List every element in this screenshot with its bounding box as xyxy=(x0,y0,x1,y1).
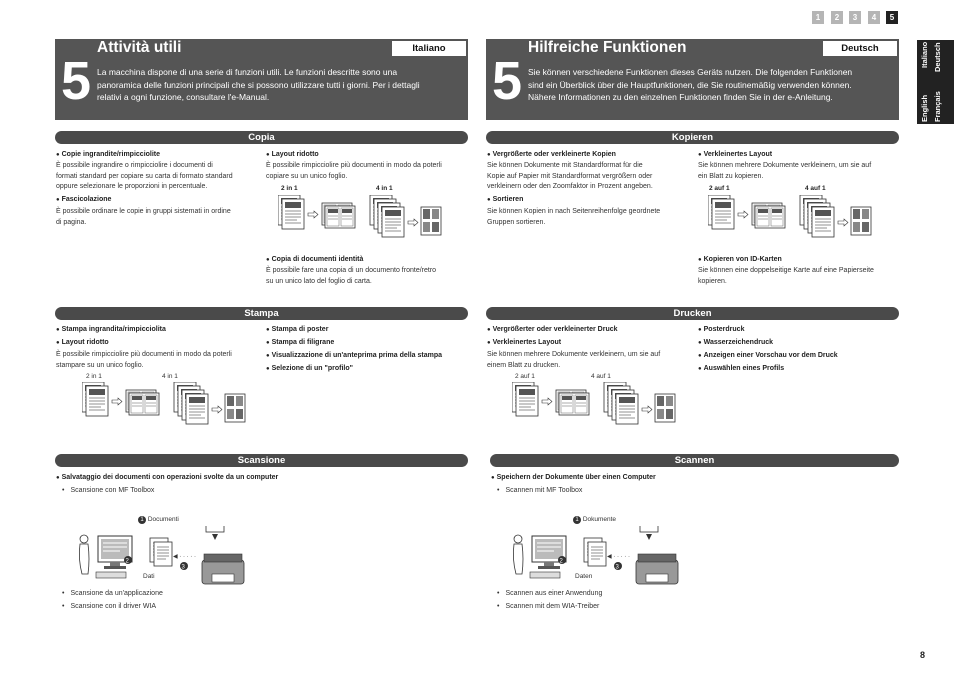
step-1-icon: 1 xyxy=(573,516,581,524)
de-print-label-4in1: 4 auf 1 xyxy=(591,373,611,380)
italian-scan-bar: Scansione xyxy=(55,454,468,467)
it-copy-text-1: È possibile ingrandire o rimpicciolire i documenti di formati standard per copiare su carta di formato standard oppure selezionare le proporzioni in percentuale. xyxy=(56,162,233,190)
it-scan-bullet-3: • Scansione con il driver WIA xyxy=(62,603,156,610)
lang-italiano[interactable]: Italiano xyxy=(920,42,929,69)
it-copy-item-3: ● Layout ridotto xyxy=(266,151,319,158)
de-print-item-5: ● Anzeigen einer Vorschau vor dem Druck xyxy=(698,352,838,359)
it-scan-item-1: ● Salvataggio dei documenti con operazioni svolte da un computer xyxy=(56,474,278,481)
it-copy-label-4in1: 4 in 1 xyxy=(376,185,393,192)
italian-print-bar: Stampa xyxy=(55,307,468,320)
de-print-item-2: ● Verkleinertes Layout xyxy=(487,339,561,346)
page-tab-3[interactable]: 3 xyxy=(849,11,861,24)
page-tab-1[interactable]: 1 xyxy=(812,11,824,24)
page-number: 8 xyxy=(920,650,926,660)
it-scan-step-1: 1 Documenti xyxy=(138,516,179,524)
it-scan-bullet-1: • Scansione con MF Toolbox xyxy=(62,487,154,494)
de-scan-bullet-1: • Scannen mit MF Toolbox xyxy=(497,487,582,494)
italian-intro: La macchina dispone di una serie di funzioni utili. Le funzioni descritte sono una panoramica delle funzioni principali che si possono utilizzare tutti i giorni. Per i dettagli relativi a ogni funzione, consultare l'e-Manual. xyxy=(97,67,420,102)
it-print-item-5: ● Visualizzazione di un'anteprima prima della stampa xyxy=(266,352,442,359)
de-copy-text-4: Sie können eine doppelseitige Karte auf eine Papierseite kopieren. xyxy=(698,267,874,285)
page-tab-5[interactable]: 5 xyxy=(886,11,898,24)
it-copy-item-2: ● Fascicolazione xyxy=(56,196,111,203)
lang-deutsch[interactable]: Deutsch xyxy=(933,42,942,72)
de-scan-bullet-3: • Scannen mit dem WIA-Treiber xyxy=(497,603,599,610)
page-tab-4[interactable]: 4 xyxy=(868,11,880,24)
it-copy-text-2: È possibile ordinare le copie in gruppi sistemati in ordine di pagina. xyxy=(56,208,231,226)
german-title: Hilfreiche Funktionen xyxy=(528,39,687,56)
it-copy-item-1: ● Copie ingrandite/rimpicciolite xyxy=(56,151,160,158)
de-print-item-1: ● Vergrößerter oder verkleinerter Druck xyxy=(487,326,618,333)
de-print-item-3: ● Posterdruck xyxy=(698,326,744,333)
it-copy-layout-figure xyxy=(278,195,448,245)
german-copy-bar: Kopieren xyxy=(486,131,899,144)
italian-copy-bar: Copia xyxy=(55,131,468,144)
it-print-item-3: ● Stampa di poster xyxy=(266,326,328,333)
de-scan-bullet-2: • Scannen aus einer Anwendung xyxy=(497,590,602,597)
de-scan-data-label: Daten xyxy=(575,573,593,580)
it-scan-data-label: Dati xyxy=(143,573,155,580)
it-print-item-2: ● Layout ridotto xyxy=(56,339,109,346)
page-tab-2[interactable]: 2 xyxy=(831,11,843,24)
it-scan-figure xyxy=(76,526,256,586)
german-banner xyxy=(486,39,899,120)
de-copy-text-3: Sie können mehrere Dokumente verkleinern, um sie auf ein Blatt zu kopieren. xyxy=(698,162,872,180)
de-print-item-6: ● Auswählen eines Profils xyxy=(698,365,784,372)
it-copy-label-2in1: 2 in 1 xyxy=(281,185,298,192)
it-print-text-2: È possibile rimpicciolire più documenti in modo da poterli stampare su un unico foglio. xyxy=(56,351,232,369)
german-scan-bar: Scannen xyxy=(490,454,899,467)
it-print-label-2in1: 2 in 1 xyxy=(86,373,102,380)
de-scan-item-1: ● Speichern der Dokumente über einen Computer xyxy=(491,474,656,481)
it-print-item-1: ● Stampa ingrandita/rimpicciolita xyxy=(56,326,166,333)
de-copy-label-4in1: 4 auf 1 xyxy=(805,185,826,192)
italian-title: Attività utili xyxy=(97,39,182,56)
de-copy-item-3: ● Verkleinertes Layout xyxy=(698,151,772,158)
it-scan-bullet-2: • Scansione da un'applicazione xyxy=(62,590,163,597)
it-print-layout-figure xyxy=(82,382,252,432)
de-copy-text-1: Sie können Dokumente mit Standardformat für die Kopie auf Papier mit Standardformat vergrößern oder verkleinern oder den Zoomfaktor in Prozent angeben. xyxy=(487,162,653,190)
de-copy-layout-figure xyxy=(708,195,878,245)
language-col-2 xyxy=(933,42,947,122)
de-print-text-2: Sie können mehrere Dokumente verkleinern, um sie auf einem Blatt zu drucken. xyxy=(487,351,661,369)
lang-english[interactable]: English xyxy=(920,94,929,122)
it-copy-text-4: È possibile fare una copia di un documento fronte/retro su un unico lato del foglio di carta. xyxy=(266,267,437,285)
italian-lang-label: Italiano xyxy=(391,40,467,57)
de-copy-item-4: ● Kopieren von ID-Karten xyxy=(698,256,782,263)
de-copy-item-2: ● Sortieren xyxy=(487,196,523,203)
de-copy-label-2in1: 2 auf 1 xyxy=(709,185,730,192)
it-copy-text-3: È possibile rimpicciolire più documenti in modo da poterli copiare su un unico foglio. xyxy=(266,162,442,180)
de-scan-step-1: 1 Dokumente xyxy=(573,516,616,524)
it-print-label-4in1: 4 in 1 xyxy=(162,373,178,380)
it-copy-item-4: ● Copia di documenti identità xyxy=(266,256,363,263)
de-print-layout-figure xyxy=(512,382,682,432)
lang-francais[interactable]: Français xyxy=(933,91,942,122)
section-number: 5 xyxy=(61,51,92,111)
german-print-bar: Drucken xyxy=(486,307,899,320)
de-print-item-4: ● Wasserzeichendruck xyxy=(698,339,773,346)
step-1-icon: 1 xyxy=(138,516,146,524)
it-print-item-4: ● Stampa di filigrane xyxy=(266,339,334,346)
de-copy-item-1: ● Vergrößerte oder verkleinerte Kopien xyxy=(487,151,616,158)
it-print-item-6: ● Selezione di un "profilo" xyxy=(266,365,353,372)
de-copy-text-2: Sie können Kopien in nach Seitenreihenfolge geordnete Gruppen sortieren. xyxy=(487,208,661,226)
language-col-1 xyxy=(920,42,934,122)
de-scan-figure xyxy=(510,526,690,586)
german-lang-label: Deutsch xyxy=(822,40,898,57)
german-intro: Sie können verschiedene Funktionen dieses Geräts nutzen. Die folgenden Funktionen sind ein Überblick über die Hauptfunktionen, die Sie routinemäßig verwenden können. Nähere Informationen zu den einzelnen Funktionen finden Sie in der e-Anleitung. xyxy=(528,67,853,102)
section-number: 5 xyxy=(492,51,523,111)
de-print-label-2in1: 2 auf 1 xyxy=(515,373,535,380)
italian-banner xyxy=(55,39,468,120)
